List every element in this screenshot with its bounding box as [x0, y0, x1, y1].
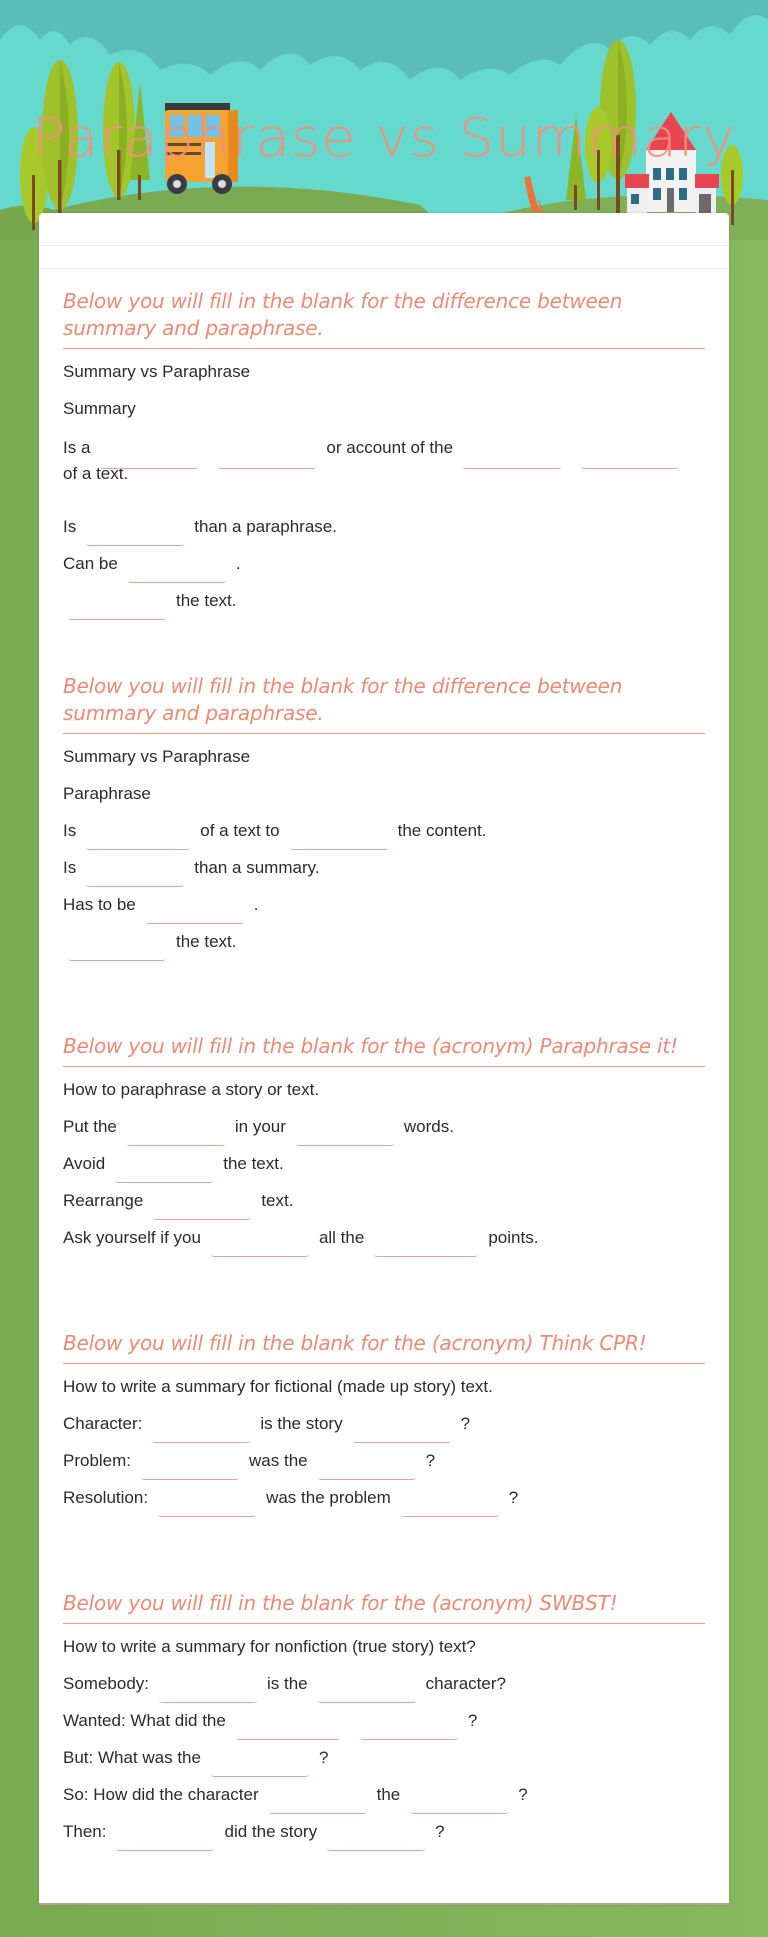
line-text: Is a [63, 438, 91, 457]
blank-input[interactable] [153, 1199, 251, 1220]
line-text: was the problem [266, 1488, 391, 1507]
fill-line [63, 1413, 705, 1435]
line-text: Character: [63, 1414, 143, 1433]
line-text: Can be [63, 554, 118, 573]
line-text [63, 1079, 705, 1101]
line-text: Is [63, 517, 77, 536]
blank-input[interactable] [127, 1125, 225, 1146]
blank-input[interactable] [86, 525, 184, 546]
line-text: of a text. [63, 464, 129, 483]
line-text: ? [435, 1822, 445, 1841]
fill-line [63, 931, 705, 953]
blank-input[interactable] [68, 940, 166, 961]
line-text: of a text to [200, 821, 280, 840]
blank-input[interactable] [353, 1422, 451, 1443]
blank-input[interactable] [318, 1459, 416, 1480]
line-text: Is [63, 858, 77, 877]
fill-line [63, 1450, 705, 1472]
line-text: Is [63, 821, 77, 840]
blank-input[interactable] [374, 1236, 478, 1257]
blank-input[interactable] [159, 1682, 257, 1703]
blank-input[interactable] [211, 1756, 309, 1777]
section-swbst [63, 1590, 705, 1858]
line-text: ? [425, 1451, 436, 1470]
header-banner [0, 0, 768, 240]
line-text: . [235, 554, 241, 573]
fill-line [63, 1673, 705, 1695]
fill-line [63, 1116, 705, 1138]
line-text: ? [508, 1488, 519, 1507]
line-text: is the [267, 1674, 308, 1693]
line-text [63, 783, 705, 805]
fill-line [63, 857, 705, 879]
blank-input[interactable] [410, 1793, 508, 1814]
line-text: ? [467, 1711, 478, 1730]
blank-input[interactable] [141, 1459, 239, 1480]
section-think-cpr [63, 1330, 705, 1524]
divider [39, 268, 729, 269]
line-text: Put the [63, 1117, 117, 1136]
line-text: or account of the [326, 438, 454, 457]
line-text: Ask yourself if you [63, 1228, 201, 1247]
fill-line [63, 1784, 705, 1806]
blank-input[interactable] [290, 829, 388, 850]
line-text: Wanted: What did the [63, 1711, 226, 1730]
divider [39, 245, 729, 246]
blank-input[interactable] [100, 448, 198, 469]
blank-input[interactable] [269, 1793, 367, 1814]
fill-line [63, 1153, 705, 1175]
line-text: ? [518, 1785, 528, 1804]
blank-input[interactable] [236, 1719, 340, 1740]
fill-line [63, 1747, 705, 1769]
fill-line [63, 1190, 705, 1212]
line-text: Avoid [63, 1154, 106, 1173]
line-text: Resolution: [63, 1488, 149, 1507]
fill-line [63, 820, 705, 842]
line-text: character? [425, 1674, 506, 1693]
line-text [63, 746, 705, 768]
line-text: Has to be [63, 895, 136, 914]
blank-input[interactable] [128, 562, 226, 583]
blank-input[interactable] [327, 1830, 425, 1851]
line-text [63, 1636, 705, 1658]
blank-input[interactable] [158, 1496, 256, 1517]
line-text: than a paraphrase. [194, 517, 337, 536]
section-heading: Below you will fill in the blank for the (acronym) SWBST! [63, 1590, 705, 1624]
line-text: ? [318, 1748, 329, 1767]
line-label: How to write a summary for fictional (made up story) text. [63, 1377, 493, 1396]
blank-input[interactable] [152, 1422, 250, 1443]
line-text: So: How did the character [63, 1785, 259, 1804]
blank-input[interactable] [296, 1125, 394, 1146]
line-label: Summary vs Paraphrase [63, 362, 251, 381]
line-text: all the [318, 1228, 365, 1247]
section-heading: Below you will fill in the blank for the difference between summary and paraphrase. [63, 673, 705, 734]
fill-line [63, 516, 705, 538]
blank-input[interactable] [146, 903, 244, 924]
fill-line [63, 1227, 705, 1249]
fill-line [63, 553, 705, 575]
fill-line [63, 1821, 705, 1843]
line-label: Summary vs Paraphrase [63, 747, 251, 766]
line-text: the text. [176, 591, 237, 610]
line-text: text. [261, 1191, 294, 1210]
section-heading: Below you will fill in the blank for the (acronym) Think CPR! [63, 1330, 705, 1364]
line-text: Problem: [63, 1451, 132, 1470]
page-title: Paraphrase vs Summary [31, 107, 737, 170]
line-text: But: What was the [63, 1748, 201, 1767]
line-text: points. [488, 1228, 539, 1247]
blank-input[interactable] [86, 829, 190, 850]
line-text [63, 361, 705, 383]
line-label: Summary [63, 399, 136, 418]
line-text: Somebody: [63, 1674, 149, 1693]
blank-input[interactable] [581, 448, 679, 469]
blank-input[interactable] [463, 448, 561, 469]
line-text: words. [403, 1117, 454, 1136]
fill-line [63, 435, 705, 487]
line-text: the content. [397, 821, 487, 840]
line-text: the text. [176, 932, 237, 951]
line-text: Then: [63, 1822, 107, 1841]
fill-line [63, 894, 705, 916]
blank-input[interactable] [86, 866, 184, 887]
blank-input[interactable] [116, 1830, 214, 1851]
line-text: the text. [223, 1154, 284, 1173]
section-summary [63, 288, 705, 627]
blank-input[interactable] [318, 1682, 416, 1703]
blank-input[interactable] [401, 1496, 499, 1517]
blank-input[interactable] [211, 1236, 309, 1257]
blank-input[interactable] [360, 1719, 458, 1740]
fill-line [63, 590, 705, 612]
section-heading: Below you will fill in the blank for the (acronym) Paraphrase it! [63, 1033, 705, 1067]
section-paraphrase [63, 673, 705, 968]
line-text: . [253, 895, 259, 914]
line-text: Rearrange [63, 1191, 144, 1210]
line-text: in your [234, 1117, 286, 1136]
fill-line [63, 1710, 705, 1732]
section-heading: Below you will fill in the blank for the difference between summary and paraphrase. [63, 288, 705, 349]
blank-input[interactable] [218, 448, 316, 469]
blank-input[interactable] [68, 599, 166, 620]
line-text: than a summary. [194, 858, 320, 877]
line-text: is the story [260, 1414, 343, 1433]
line-text: ? [460, 1414, 471, 1433]
line-label: How to write a summary for nonfiction (true story) text? [63, 1637, 476, 1656]
worksheet-card [39, 213, 729, 1905]
line-text [63, 1376, 705, 1398]
line-text [63, 398, 705, 420]
fill-line [63, 1487, 705, 1509]
section-paraphrase-it [63, 1033, 705, 1264]
blank-input[interactable] [115, 1162, 213, 1183]
line-text: was the [249, 1451, 308, 1470]
line-label: Paraphrase [63, 784, 151, 803]
line-label: How to paraphrase a story or text. [63, 1080, 320, 1099]
line-text: did the story [224, 1822, 318, 1841]
line-text: the [376, 1785, 401, 1804]
